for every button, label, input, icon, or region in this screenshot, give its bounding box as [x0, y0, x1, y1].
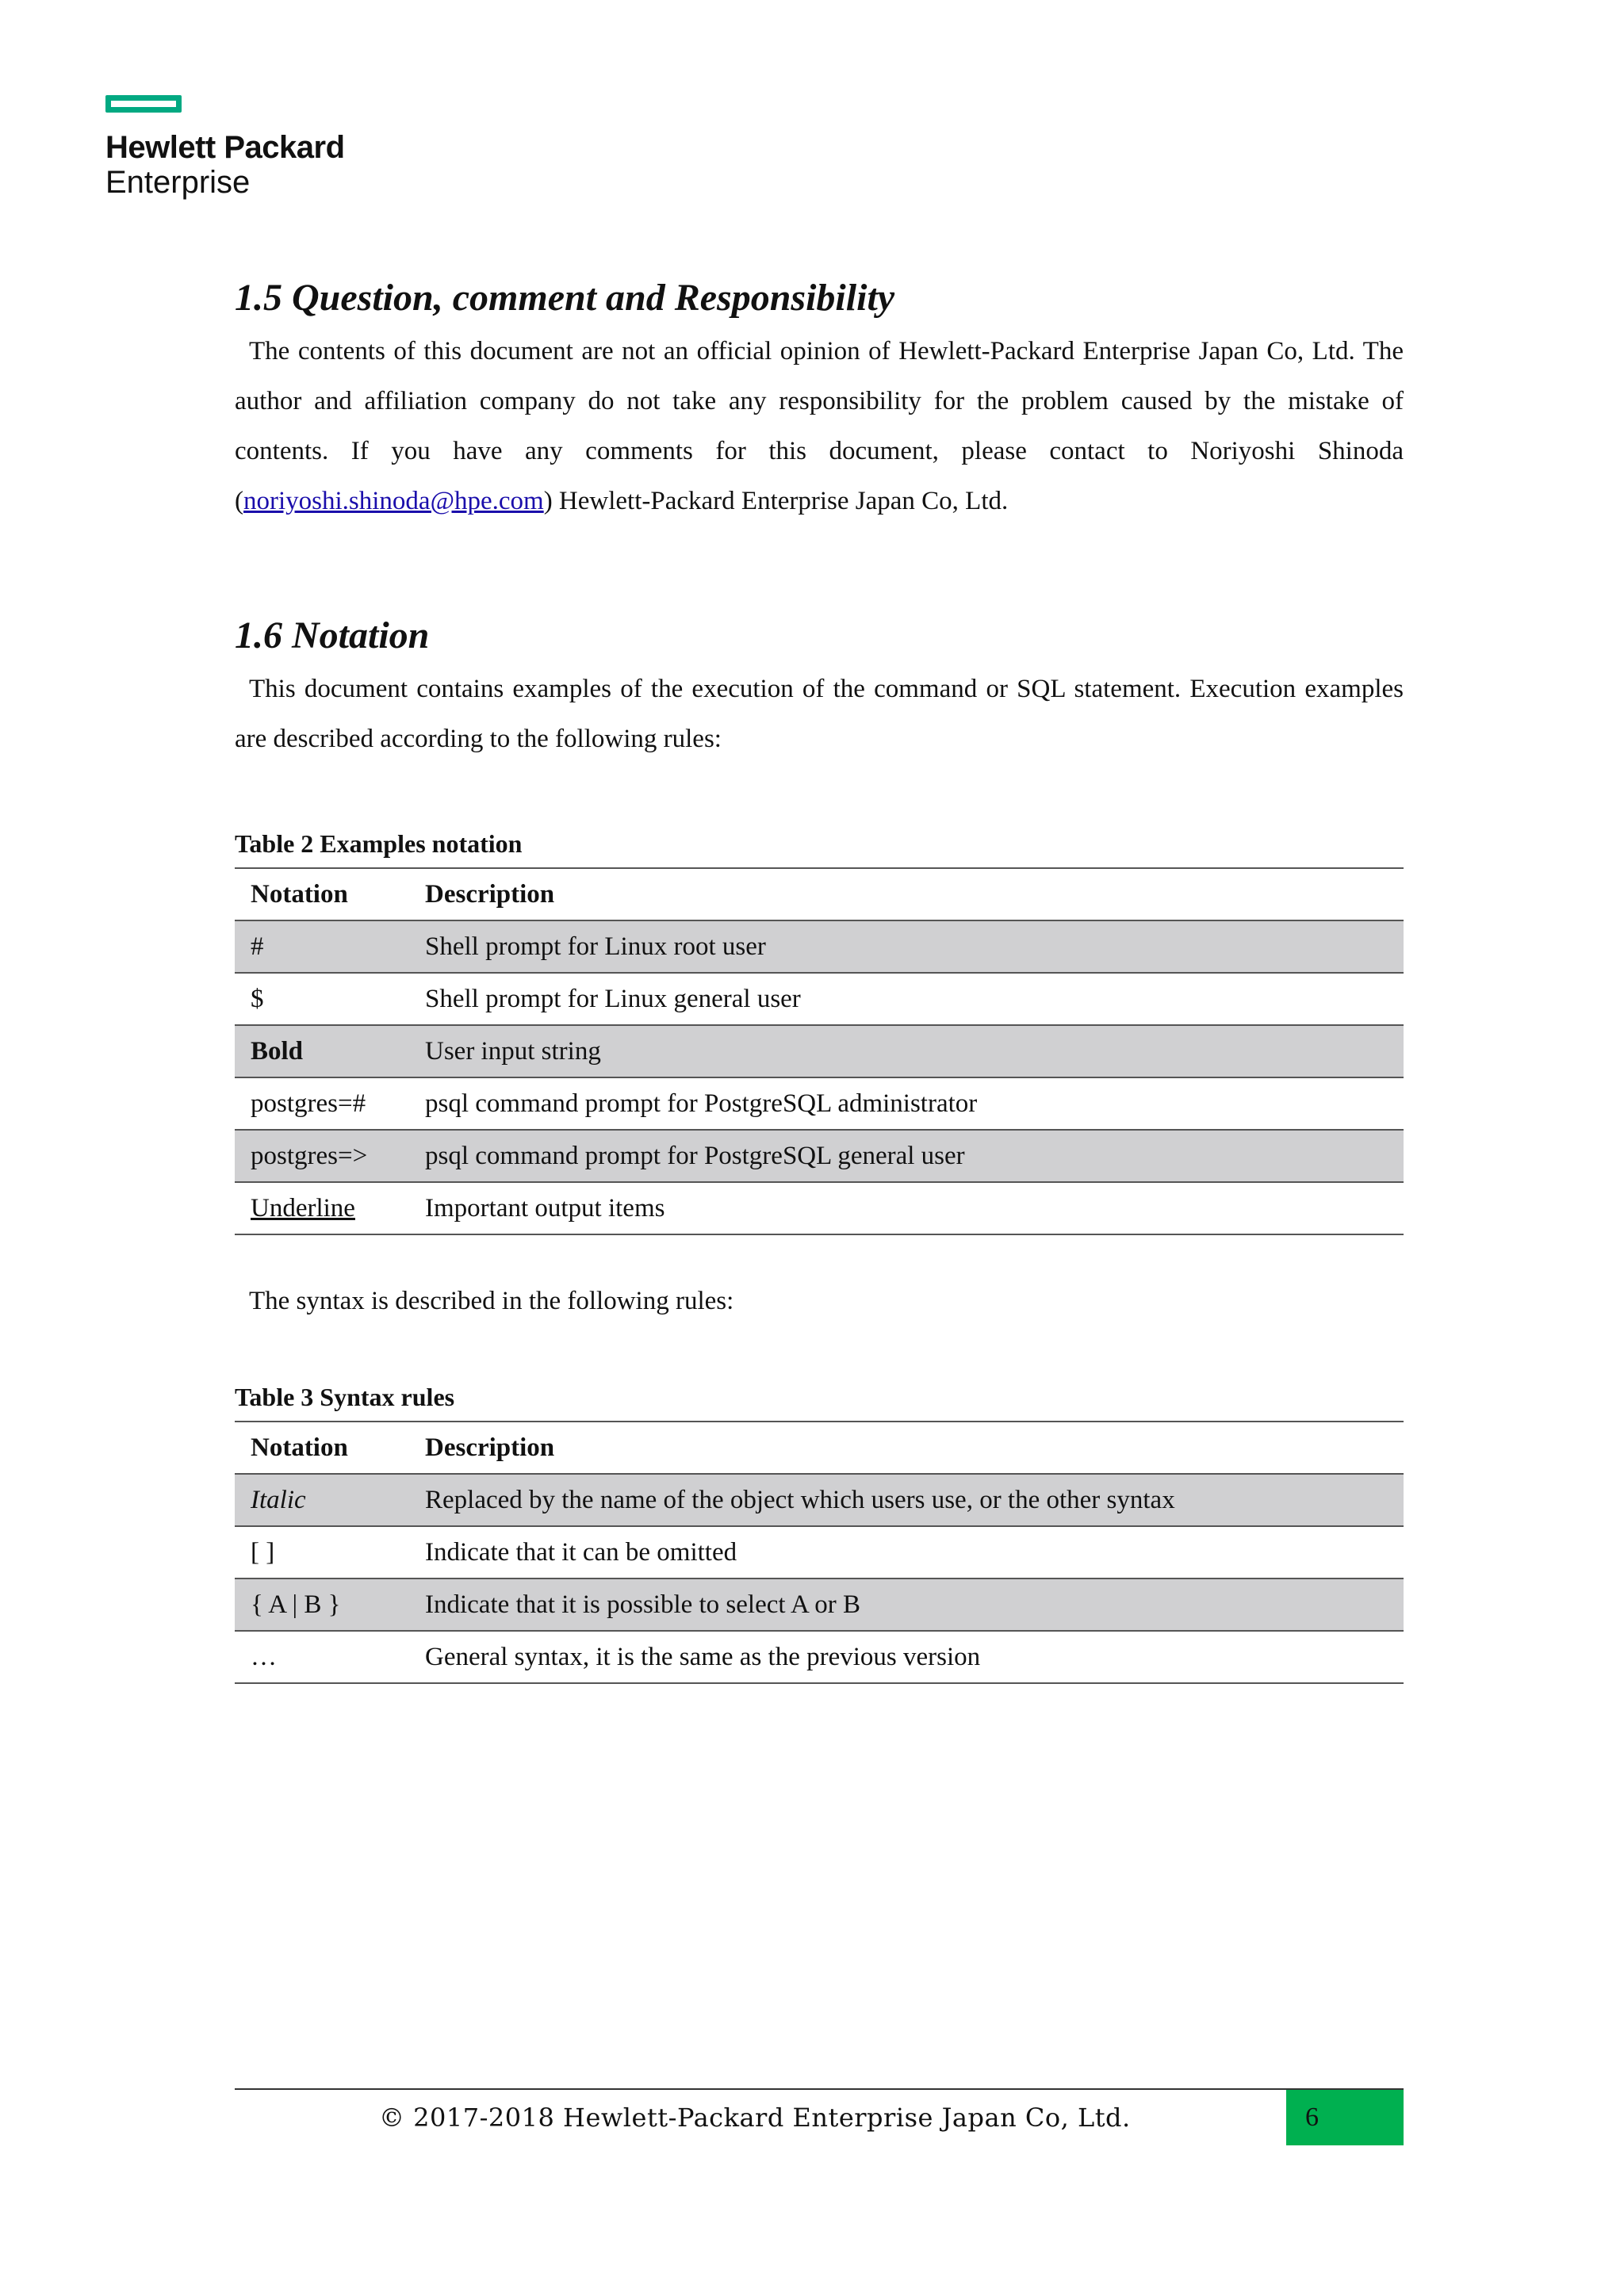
- notation-cell: [ ]: [235, 1526, 409, 1578]
- page-number: 6: [1286, 2090, 1404, 2145]
- table-row: [235, 920, 1404, 973]
- description-cell: Shell prompt for Linux root user: [409, 920, 1404, 973]
- header-notation: Notation: [235, 1422, 409, 1474]
- description-cell: Indicate that it is possible to select A or B: [409, 1578, 1404, 1631]
- description-cell: Shell prompt for Linux general user: [409, 973, 1404, 1025]
- table-row: [235, 1526, 1404, 1578]
- description-cell: psql command prompt for PostgreSQL administrator: [409, 1077, 1404, 1130]
- table-row: [235, 1474, 1404, 1526]
- description-cell: Indicate that it can be omitted: [409, 1526, 1404, 1578]
- section-1-6-heading: 1.6 Notation: [235, 614, 430, 656]
- contact-email-link[interactable]: noriyoshi.shinoda@hpe.com: [243, 487, 544, 515]
- section-1-5: [235, 274, 1404, 526]
- notation-cell: $: [235, 973, 409, 1025]
- description-cell: General syntax, it is the same as the previous version: [409, 1631, 1404, 1683]
- table-3-block: [235, 1381, 1404, 1684]
- notation-cell: …: [235, 1631, 409, 1683]
- description-cell: User input string: [409, 1025, 1404, 1077]
- paragraph-text-before: The contents of this document are not an official opinion of Hewlett-Packard Enterprise Japan Co, Ltd. The author and affiliation company do not take any responsibility for the problem caused by the mistake of contents. If you have any comments for this document, please contact to Noriyoshi Shinoda (: [235, 337, 1404, 515]
- hpe-logo: [105, 95, 345, 200]
- description-cell: Important output items: [409, 1182, 1404, 1234]
- table-row: [235, 1025, 1404, 1077]
- page-footer: [235, 2088, 1404, 2145]
- section-1-5-paragraph: [235, 327, 1404, 526]
- table-row: [235, 973, 1404, 1025]
- header-description: Description: [409, 868, 1404, 920]
- table-2-block: [235, 828, 1404, 1235]
- header-notation: Notation: [235, 868, 409, 920]
- header-description: Description: [409, 1422, 1404, 1474]
- table-row: [235, 1578, 1404, 1631]
- table-row: [235, 1077, 1404, 1130]
- table-row: [235, 1130, 1404, 1182]
- table-2-caption: Table 2 Examples notation: [235, 829, 523, 858]
- notation-cell: { A | B }: [235, 1578, 409, 1631]
- notation-cell: Bold: [235, 1025, 409, 1077]
- examples-notation-table: [235, 867, 1404, 1235]
- section-1-6: [235, 612, 1404, 764]
- table-header-row: [235, 1422, 1404, 1474]
- logo-line2: Enterprise: [105, 165, 251, 200]
- paragraph-text-after: ) Hewlett-Packard Enterprise Japan Co, Ltd.: [543, 487, 1009, 515]
- description-cell: Replaced by the name of the object which users use, or the other syntax: [409, 1474, 1404, 1526]
- table-header-row: [235, 868, 1404, 920]
- table-row: [235, 1631, 1404, 1683]
- notation-cell: #: [235, 920, 409, 973]
- notation-cell: Underline: [235, 1182, 409, 1234]
- syntax-rules-table: [235, 1421, 1404, 1684]
- description-cell: psql command prompt for PostgreSQL general user: [409, 1130, 1404, 1182]
- table-3-caption: Table 3 Syntax rules: [235, 1383, 455, 1411]
- section-1-6-intro: This document contains examples of the execution of the command or SQL statement. Execution examples are described according to the following rules:: [235, 675, 1404, 753]
- notation-cell: postgres=#: [235, 1077, 409, 1130]
- syntax-intro: The syntax is described in the following rules:: [249, 1287, 734, 1315]
- footer-copyright: © 2017-2018 Hewlett-Packard Enterprise Japan Co, Ltd.: [379, 2103, 1131, 2133]
- notation-cell: Italic: [235, 1474, 409, 1526]
- hpe-logo-mark: [105, 95, 182, 113]
- notation-cell: postgres=>: [235, 1130, 409, 1182]
- syntax-intro-block: [235, 1276, 1404, 1326]
- section-1-5-heading: 1.5 Question, comment and Responsibility: [235, 277, 895, 319]
- table-row: [235, 1182, 1404, 1234]
- logo-line1: Hewlett Packard: [105, 130, 345, 165]
